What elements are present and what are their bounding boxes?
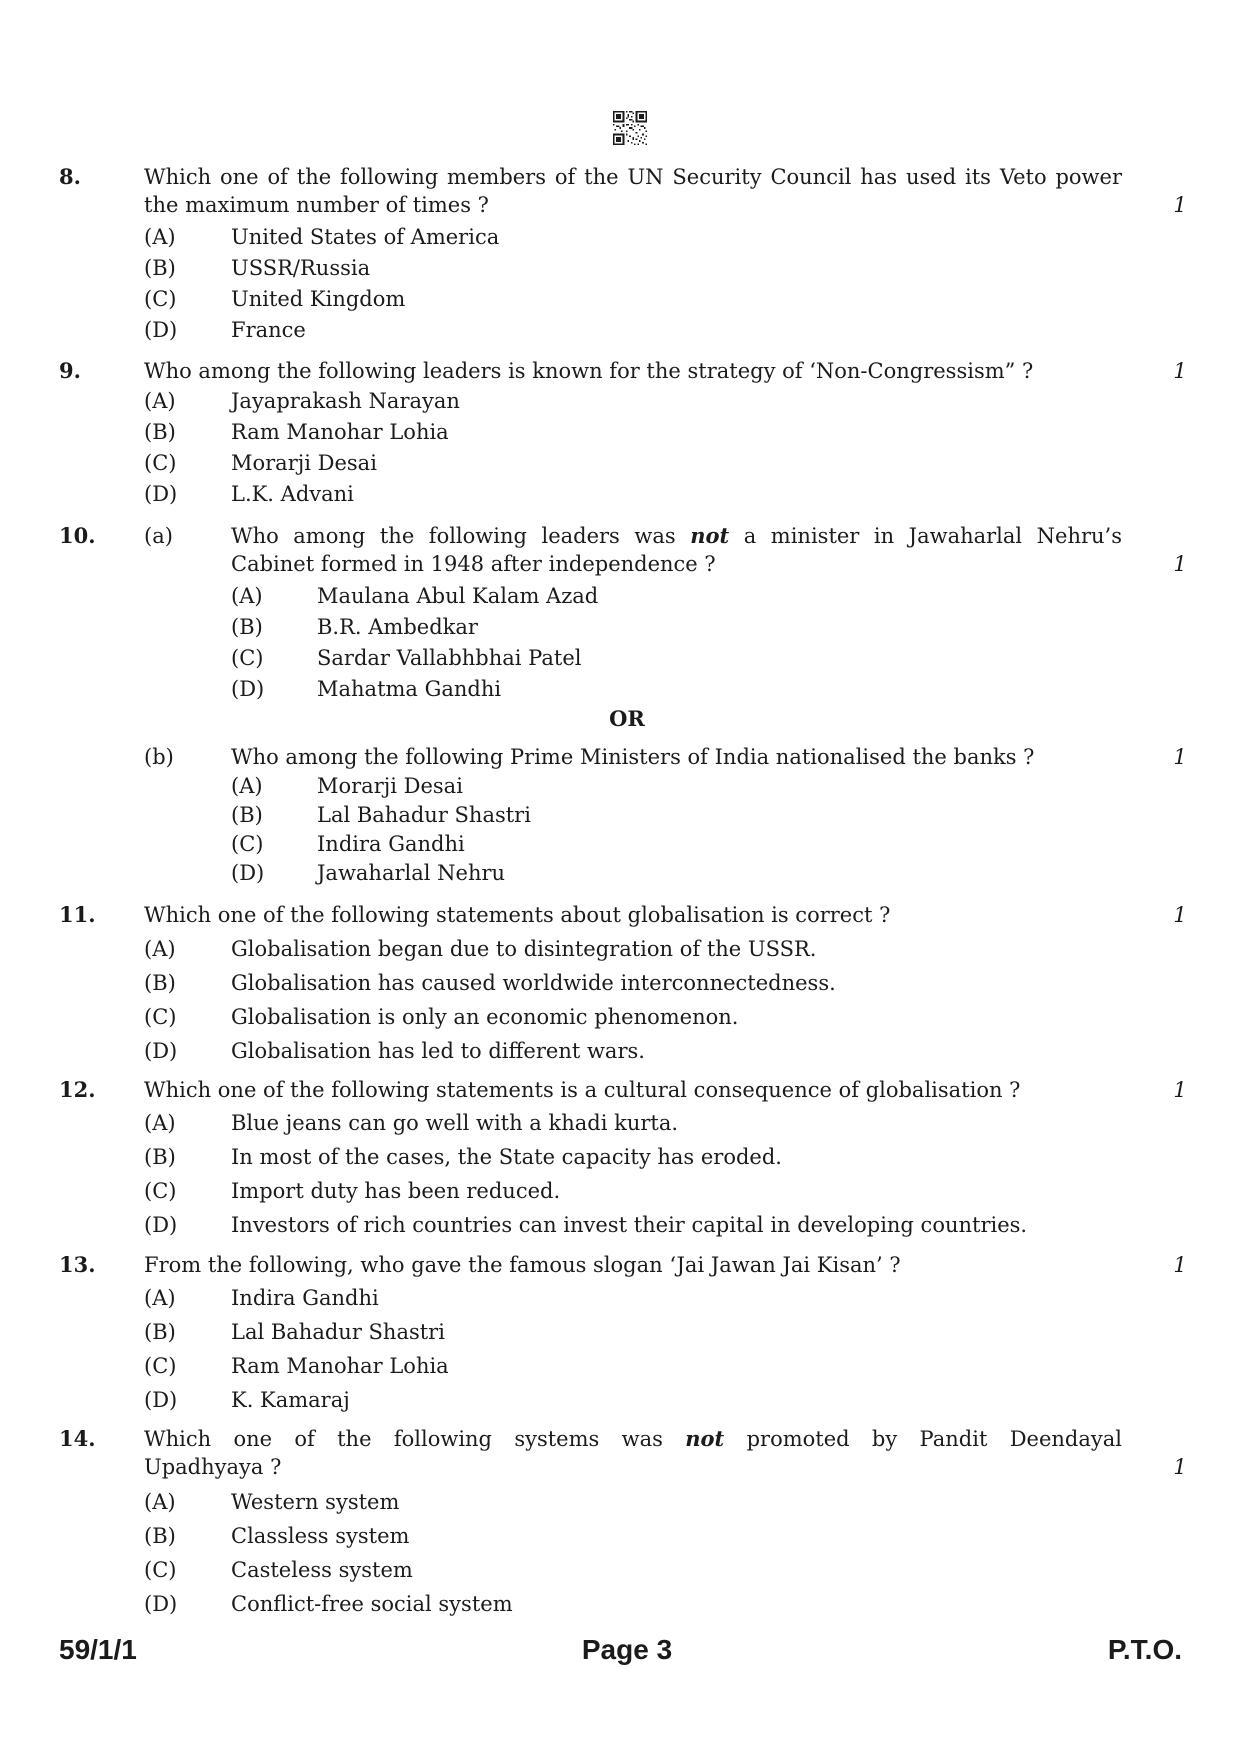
option-b <box>0 966 1241 1000</box>
option-a <box>0 1281 1241 1315</box>
question-line <box>0 901 1241 929</box>
question-11 <box>0 901 1241 1068</box>
option-label: (C) <box>144 1005 177 1029</box>
option-c <box>0 1174 1241 1208</box>
option-a <box>0 772 1241 801</box>
option-text: Classless system <box>231 1524 410 1548</box>
options-list <box>0 772 1241 888</box>
question-13 <box>0 1251 1241 1417</box>
option-text: Jayaprakash Narayan <box>231 389 460 413</box>
option-label: (D) <box>231 861 265 885</box>
qr-code-graphic <box>613 111 647 145</box>
option-label: (C) <box>144 1354 177 1378</box>
or-separator <box>0 705 1241 733</box>
option-text: Globalisation is only an economic phenomenon. <box>231 1005 739 1029</box>
question-text: Who among the following leaders is known for the strategy of ‘Non-Congressism” ? <box>144 359 1034 383</box>
question-text <box>144 1425 1122 1453</box>
option-c <box>0 1000 1241 1034</box>
option-text: Jawaharlal Nehru <box>317 861 506 885</box>
option-label: (D) <box>144 318 178 342</box>
marks: 1 <box>1173 1078 1187 1102</box>
question-line <box>0 522 1241 550</box>
marks: 1 <box>1173 552 1187 576</box>
option-text: Globalisation has caused worldwide interconnectedness. <box>231 971 836 995</box>
question-text: Which one of the following statements is a cultural consequence of globalisation ? <box>144 1078 1021 1102</box>
options-list <box>0 1106 1241 1242</box>
option-text: L.K. Advani <box>231 482 354 506</box>
option-label: (C) <box>231 646 264 670</box>
option-text: K. Kamaraj <box>231 1388 350 1412</box>
paper-code: 59/1/1 <box>59 1634 137 1665</box>
question-number: 14. <box>59 1426 96 1451</box>
option-d <box>0 315 1241 346</box>
option-label: (A) <box>231 584 263 608</box>
option-text: Import duty has been reduced. <box>231 1179 561 1203</box>
question-text-segment: Who among the following leaders was <box>231 524 676 548</box>
option-text: United Kingdom <box>231 287 406 311</box>
question-text: the maximum number of times ? <box>144 193 489 217</box>
option-label: (A) <box>144 937 176 961</box>
option-b <box>0 253 1241 284</box>
question-line <box>0 743 1241 771</box>
options-list <box>0 386 1241 510</box>
question-text-segment: a minister in Jawaharlal Nehru’s <box>743 524 1123 548</box>
option-text: USSR/Russia <box>231 256 371 280</box>
page-footer <box>0 1633 1241 1667</box>
question-10-part-b <box>0 743 1241 888</box>
option-text: Globalisation began due to disintegration of the USSR. <box>231 937 817 961</box>
option-label: (A) <box>144 1111 176 1135</box>
question-line <box>0 1251 1241 1279</box>
question-number: 9. <box>59 358 81 383</box>
question-number: 10. <box>59 523 96 548</box>
question-line <box>0 1425 1241 1453</box>
option-text: Maulana Abul Kalam Azad <box>317 584 599 608</box>
option-label: (C) <box>144 451 177 475</box>
option-b <box>0 417 1241 448</box>
question-line <box>0 1076 1241 1104</box>
question-8 <box>0 163 1241 346</box>
option-c <box>0 830 1241 859</box>
options-list <box>0 1485 1241 1621</box>
or-line <box>0 705 1241 733</box>
option-text: B.R. Ambedkar <box>317 615 478 639</box>
option-label: (C) <box>144 1179 177 1203</box>
option-label: (A) <box>144 1286 176 1310</box>
question-12 <box>0 1076 1241 1242</box>
option-d <box>0 674 1241 705</box>
option-text: In most of the cases, the State capacity has eroded. <box>231 1145 782 1169</box>
question-text-segment: promoted by Pandit Deendayal <box>746 1427 1122 1451</box>
option-label: (C) <box>231 832 264 856</box>
question-10-part-a <box>0 522 1241 705</box>
option-a <box>0 386 1241 417</box>
question-text: From the following, who gave the famous slogan ‘Jai Jawan Jai Kisan’ ? <box>144 1253 901 1277</box>
option-text: Globalisation has led to different wars. <box>231 1039 645 1063</box>
option-label: (B) <box>144 420 176 444</box>
option-d <box>0 1587 1241 1621</box>
question-text <box>231 522 1122 550</box>
option-text: France <box>231 318 306 342</box>
question-9 <box>0 357 1241 510</box>
option-label: (A) <box>144 389 176 413</box>
please-turn-over: P.T.O. <box>1107 1634 1182 1665</box>
option-b <box>0 1315 1241 1349</box>
marks: 1 <box>1173 745 1187 769</box>
part-label: (a) <box>144 524 173 548</box>
option-label: (B) <box>231 803 263 827</box>
emphasis-text: not <box>690 523 730 548</box>
option-label: (D) <box>144 1039 178 1063</box>
marks: 1 <box>1173 1253 1187 1277</box>
option-text: Western system <box>231 1490 400 1514</box>
question-line <box>0 163 1241 191</box>
option-c <box>0 1553 1241 1587</box>
question-line <box>0 1453 1241 1482</box>
marks: 1 <box>1173 903 1187 927</box>
option-text: Sardar Vallabhbhai Patel <box>317 646 582 670</box>
option-text: Indira Gandhi <box>231 1286 379 1310</box>
qr-code-icon <box>613 111 647 145</box>
option-c <box>0 448 1241 479</box>
emphasis-text: not <box>685 1426 725 1451</box>
page-number: Page 3 <box>581 1634 673 1665</box>
marks: 1 <box>1173 193 1187 217</box>
question-number: 8. <box>59 164 81 189</box>
option-b <box>0 1140 1241 1174</box>
question-line <box>0 357 1241 385</box>
options-list <box>0 932 1241 1068</box>
question-text: Which one of the following members of the UN Security Council has used its Veto power <box>144 165 1122 189</box>
option-d <box>0 1383 1241 1417</box>
option-a <box>0 222 1241 253</box>
option-label: (A) <box>144 1490 176 1514</box>
options-list <box>0 581 1241 705</box>
question-number: 12. <box>59 1077 96 1102</box>
option-d <box>0 1034 1241 1068</box>
option-text: Blue jeans can go well with a khadi kurta. <box>231 1111 679 1135</box>
option-c <box>0 284 1241 315</box>
question-text-segment: Which one of the following systems was <box>144 1427 663 1451</box>
option-c <box>0 643 1241 674</box>
option-text: Conflict-free social system <box>231 1592 513 1616</box>
option-d <box>0 859 1241 888</box>
option-label: (B) <box>144 1320 176 1344</box>
options-list <box>0 1281 1241 1417</box>
option-label: (A) <box>231 774 263 798</box>
option-d <box>0 1208 1241 1242</box>
option-label: (D) <box>144 482 178 506</box>
option-b <box>0 1519 1241 1553</box>
option-text: Ram Manohar Lohia <box>231 1354 449 1378</box>
option-a <box>0 581 1241 612</box>
option-c <box>0 1349 1241 1383</box>
options-list <box>0 222 1241 346</box>
question-text: Upadhyaya ? <box>144 1455 282 1479</box>
option-label: (D) <box>144 1388 178 1412</box>
question-text: Cabinet formed in 1948 after independence ? <box>231 552 716 576</box>
option-label: (D) <box>144 1213 178 1237</box>
question-line <box>0 191 1241 219</box>
marks: 1 <box>1173 1455 1187 1479</box>
option-label: (B) <box>144 971 176 995</box>
marks: 1 <box>1173 359 1187 383</box>
option-a <box>0 932 1241 966</box>
option-text: Morarji Desai <box>317 774 463 798</box>
option-text: Morarji Desai <box>231 451 377 475</box>
option-label: (D) <box>144 1592 178 1616</box>
option-a <box>0 1485 1241 1519</box>
or-label: OR <box>609 706 645 731</box>
option-text: Indira Gandhi <box>317 832 465 856</box>
part-label: (b) <box>144 745 174 769</box>
question-line <box>0 550 1241 578</box>
option-label: (B) <box>144 1524 176 1548</box>
option-label: (C) <box>144 287 177 311</box>
option-text: United States of America <box>231 225 500 249</box>
option-label: (B) <box>231 615 263 639</box>
option-text: Lal Bahadur Shastri <box>231 1320 445 1344</box>
question-text: Who among the following Prime Ministers of India nationalised the banks ? <box>231 745 1035 769</box>
option-label: (B) <box>144 256 176 280</box>
option-text: Ram Manohar Lohia <box>231 420 449 444</box>
option-text: Lal Bahadur Shastri <box>317 803 531 827</box>
question-number: 13. <box>59 1252 96 1277</box>
option-label: (D) <box>231 677 265 701</box>
option-text: Mahatma Gandhi <box>317 677 502 701</box>
option-label: (B) <box>144 1145 176 1169</box>
option-label: (A) <box>144 225 176 249</box>
option-label: (C) <box>144 1558 177 1582</box>
option-text: Casteless system <box>231 1558 413 1582</box>
option-d <box>0 479 1241 510</box>
question-number: 11. <box>59 902 96 927</box>
question-text: Which one of the following statements about globalisation is correct ? <box>144 903 891 927</box>
option-b <box>0 612 1241 643</box>
option-a <box>0 1106 1241 1140</box>
option-b <box>0 801 1241 830</box>
option-text: Investors of rich countries can invest their capital in developing countries. <box>231 1213 1028 1237</box>
question-14 <box>0 1425 1241 1621</box>
